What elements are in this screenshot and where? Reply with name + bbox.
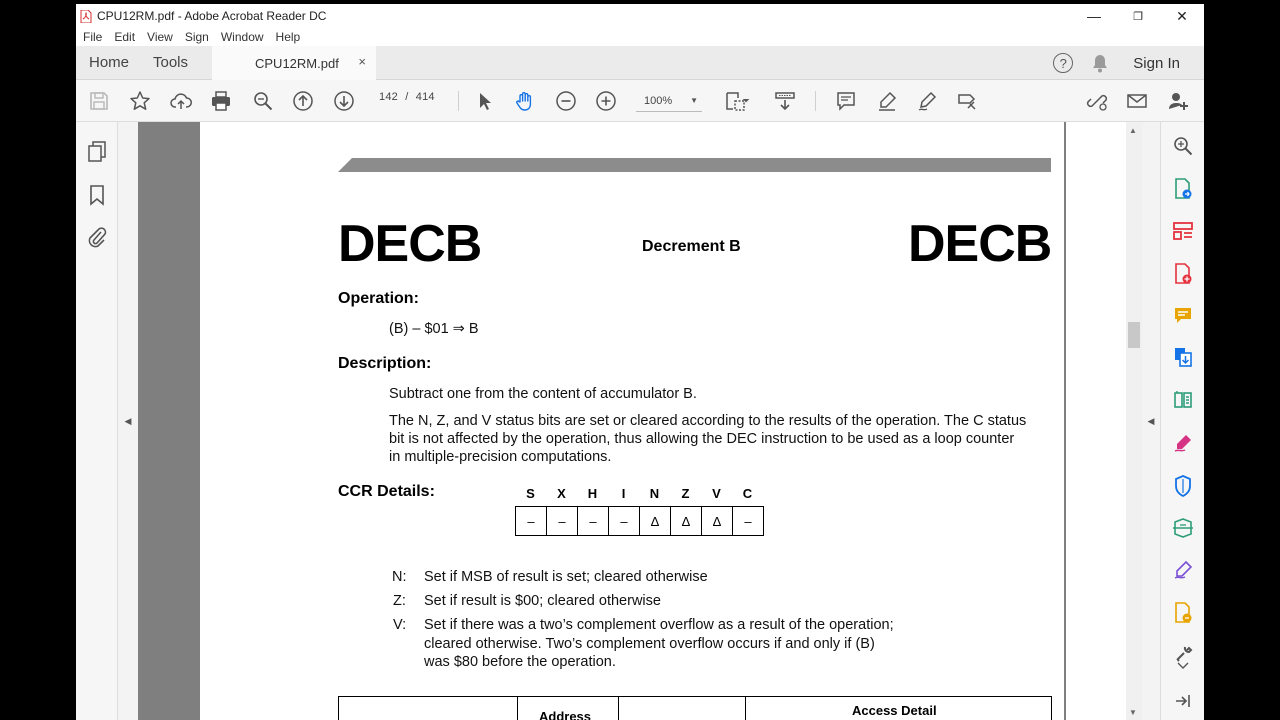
send-for-review-icon[interactable] [1171, 601, 1195, 625]
menu-file[interactable]: File [83, 30, 103, 44]
page-header-rule [338, 158, 1051, 172]
tab-bar [76, 46, 1204, 80]
maximize-button[interactable]: ❐ [1133, 10, 1143, 23]
ccr-value-c: – [733, 507, 764, 535]
operation-text: (B) – $01 ⇒ B [389, 321, 479, 337]
description-line-2: bit is not affected by the operation, thus allowing the DEC instruction to be used as a loop counter [389, 431, 1015, 447]
ccr-header-s: S [526, 486, 535, 501]
tab-document-label: CPU12RM.pdf [255, 55, 339, 71]
table-column-divider [618, 697, 619, 720]
combine-files-icon[interactable] [1171, 345, 1195, 369]
scroll-up-icon[interactable]: ▲ [1129, 126, 1137, 135]
right-tools-pane [1160, 122, 1204, 720]
protect-shield-icon[interactable] [1171, 474, 1195, 498]
compare-files-icon[interactable] [1171, 388, 1195, 412]
ccr-header-v: V [712, 486, 721, 501]
ccr-header-h: H [587, 486, 598, 501]
zoom-level-value: 100% [644, 94, 673, 107]
bookmark-star-icon[interactable] [127, 88, 153, 114]
ccr-value-n: Δ [640, 507, 671, 535]
operation-heading: Operation: [338, 290, 419, 307]
ccr-heading: CCR Details: [338, 483, 435, 500]
instruction-title: Decrement B [642, 238, 741, 255]
toolbar-divider [458, 91, 459, 111]
collapse-tools-pane-icon[interactable] [1171, 689, 1195, 713]
table-column-divider [517, 697, 518, 720]
hand-tool-icon[interactable] [512, 88, 538, 114]
collapse-left-pane-icon[interactable]: ◀ [118, 122, 138, 720]
window-title: CPU12RM.pdf - Adobe Acrobat Reader DC [97, 9, 327, 23]
addressing-modes-table [338, 696, 1052, 720]
sign-in-button[interactable]: Sign In [1133, 54, 1180, 72]
table-column-divider [745, 697, 746, 720]
description-line-3: in multiple-precision computations. [389, 449, 612, 465]
print-icon[interactable] [208, 88, 234, 114]
tab-home[interactable]: Home [89, 54, 130, 71]
flag-z-key: Z: [393, 593, 406, 609]
ccr-value-i: – [609, 507, 640, 535]
organize-pages-icon[interactable] [1171, 219, 1195, 243]
flag-v-text-2: cleared otherwise. Two’s complement overflow occurs if and only if (B) [424, 636, 875, 652]
ccr-header-c: C [742, 486, 753, 501]
zoom-out-icon[interactable] [553, 88, 579, 114]
mnemonic-left: DECB [338, 215, 482, 273]
share-link-icon[interactable] [1084, 88, 1110, 114]
table-header-address: Address [539, 709, 592, 720]
expand-tools-chevron-icon[interactable] [1171, 660, 1195, 672]
fill-and-sign-icon[interactable] [1171, 431, 1195, 455]
toolbar-divider [815, 91, 816, 111]
select-cursor-icon[interactable] [472, 88, 498, 114]
ccr-header-n: N [649, 486, 660, 501]
ccr-value-v: Δ [702, 507, 733, 535]
scan-ocr-icon[interactable] [1171, 516, 1195, 540]
acrobat-window [76, 4, 1204, 720]
ccr-header-i: I [621, 486, 626, 501]
menu-help[interactable]: Help [275, 30, 301, 44]
pdf-page [200, 122, 1064, 720]
menu-window[interactable]: Window [220, 30, 264, 44]
add-user-icon[interactable] [1165, 88, 1191, 114]
flag-v-text-3: was $80 before the operation. [424, 654, 616, 670]
scroll-down-icon[interactable]: ▼ [1129, 708, 1137, 717]
menu-view[interactable]: View [147, 30, 173, 44]
title-bar [76, 4, 1204, 28]
email-icon[interactable] [1124, 88, 1150, 114]
export-pdf-icon[interactable] [1171, 177, 1195, 201]
close-tab-icon[interactable]: × [358, 54, 366, 69]
bookmarks-icon[interactable] [84, 182, 110, 208]
main-toolbar [76, 80, 1204, 122]
flag-v-key: V: [393, 617, 407, 633]
notifications-bell-icon[interactable] [1091, 53, 1111, 73]
zoom-search-icon[interactable] [250, 88, 276, 114]
tab-tools[interactable]: Tools [153, 54, 189, 71]
total-pages: 414 [415, 91, 435, 103]
save-icon[interactable] [86, 88, 112, 114]
minimize-button[interactable]: — [1087, 8, 1101, 24]
menu-sign[interactable]: Sign [184, 30, 209, 44]
flag-n-text: Set if MSB of result is set; cleared otherwise [424, 569, 708, 585]
page-indicator[interactable] [374, 91, 435, 103]
page-thumbnails-icon[interactable] [84, 138, 110, 164]
menu-bar [76, 28, 312, 46]
upload-cloud-icon[interactable] [168, 88, 194, 114]
collapse-right-pane-icon[interactable]: ◀ [1142, 122, 1160, 720]
scroll-mode-icon[interactable] [772, 88, 798, 114]
left-navigation-pane [76, 122, 118, 720]
ccr-header-z: Z [681, 486, 690, 501]
next-page-icon[interactable] [331, 88, 357, 114]
chevron-down-icon: ▼ [690, 96, 698, 105]
ccr-value-z: Δ [671, 507, 702, 535]
highlight-pen-icon[interactable] [874, 88, 900, 114]
vertical-scrollbar[interactable] [1126, 122, 1142, 720]
close-button[interactable]: ✕ [1176, 7, 1188, 24]
document-viewer[interactable] [138, 122, 1066, 720]
tab-document[interactable] [212, 46, 376, 80]
comment-tool-icon[interactable] [1171, 304, 1195, 328]
description-line-1: The N, Z, and V status bits are set or cleared according to the results of the operation. The C status [389, 413, 1027, 429]
scrollbar-thumb[interactable] [1128, 322, 1140, 348]
flag-z-text: Set if result is $00; cleared otherwise [424, 593, 661, 609]
attachments-paperclip-icon[interactable] [84, 224, 110, 250]
flag-n-key: N: [392, 569, 407, 585]
zoom-level-select[interactable] [636, 90, 702, 112]
flag-v-text-1: Set if there was a two’s complement overflow as a result of the operation; [424, 617, 894, 633]
description-paragraph-1: Subtract one from the content of accumulator B. [389, 386, 697, 402]
ccr-values-row [515, 506, 764, 536]
draw-freehand-icon[interactable] [914, 88, 940, 114]
fill-sign-icon[interactable] [954, 88, 980, 114]
zoom-in-icon[interactable] [593, 88, 619, 114]
ccr-value-h: – [578, 507, 609, 535]
ccr-header-x: X [557, 486, 566, 501]
comment-icon[interactable] [833, 88, 859, 114]
page-separator: / [405, 91, 409, 103]
previous-page-icon[interactable] [290, 88, 316, 114]
table-header-access-detail: Access Detail [852, 703, 937, 718]
search-tool-icon[interactable] [1171, 134, 1195, 158]
current-page-input[interactable]: 142 [379, 91, 398, 103]
ccr-value-x: – [547, 507, 578, 535]
create-pdf-icon[interactable] [1171, 262, 1195, 286]
mnemonic-right: DECB [908, 215, 1052, 273]
page-fit-caret-icon[interactable] [740, 88, 752, 114]
help-icon[interactable]: ? [1053, 53, 1073, 73]
pdf-file-icon [80, 10, 92, 23]
menu-edit[interactable]: Edit [114, 30, 136, 44]
ccr-value-s: – [516, 507, 547, 535]
description-heading: Description: [338, 355, 432, 372]
request-signature-icon[interactable] [1171, 558, 1195, 582]
